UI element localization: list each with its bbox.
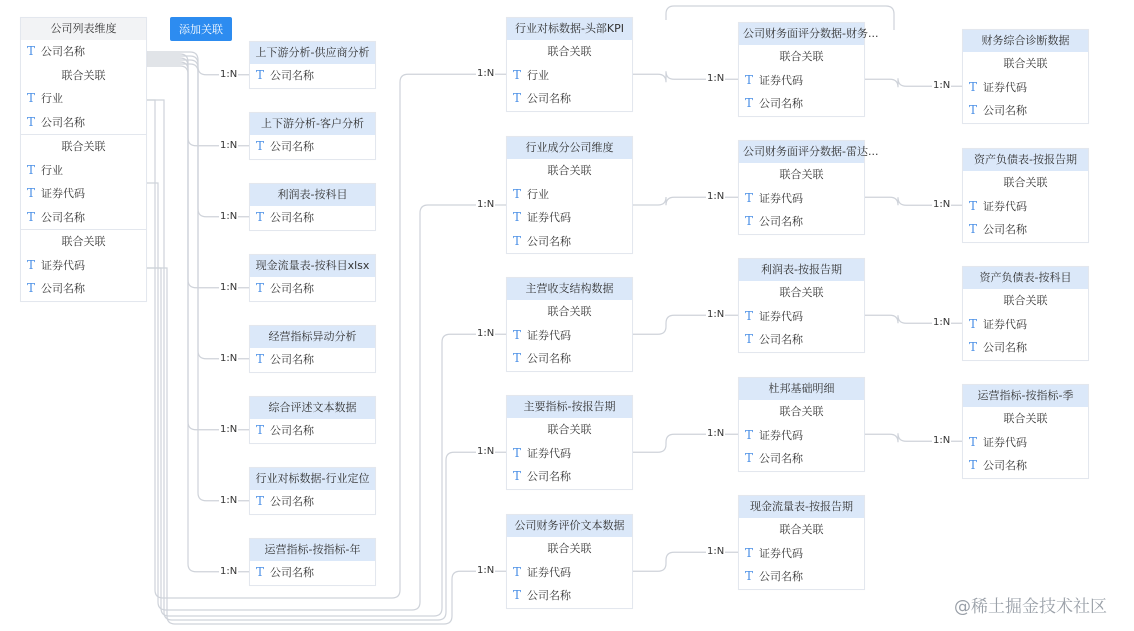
text-field-icon: T [745,190,754,205]
joint-relation-label: 联合关联 [1003,412,1048,425]
table-title: 利润表-按报告期 [739,259,864,281]
relation-cardinality-label: 1:N [477,68,495,80]
table-field[interactable] [739,69,864,93]
relation-line [145,58,249,288]
field-name: 证券代码 [759,191,804,205]
text-field-icon: T [745,427,754,442]
field-name: 行业 [527,187,550,201]
watermark: @稀土掘金技术社区 [954,597,1107,617]
root-field[interactable]: T 证券代码 [27,186,86,200]
root-field[interactable]: T 行业 [27,162,64,177]
text-field-icon: T [745,308,754,323]
relation-cardinality-label: 1:N [933,199,951,211]
field-name: 证券代码 [983,435,1028,449]
table-field[interactable] [739,92,864,116]
table-field[interactable] [250,277,375,301]
table-field[interactable] [963,76,1088,100]
related-table-card[interactable] [738,258,865,353]
related-table-card[interactable] [962,384,1089,479]
table-field[interactable] [963,454,1088,478]
root-field[interactable]: T 证券代码 [27,257,86,272]
text-field-icon: T [745,545,754,560]
field-name: 公司名称 [983,223,1028,236]
text-field-icon: T [513,564,522,579]
table-title: 现金流量表-按科目xlsx [250,255,375,277]
field-name: 公司名称 [527,352,572,365]
root-section-3 [21,229,146,301]
relation-cardinality-label: 1:N [477,565,495,577]
relation-cardinality-label: 1:N [220,423,238,435]
relation-cardinality-label: 1:N [707,73,725,85]
table-title: 运营指标-按指标-年 [250,539,375,561]
table-field[interactable] [739,328,864,352]
text-field-icon: T [256,352,265,366]
field-name: 公司名称 [527,589,572,602]
table-field[interactable] [963,313,1088,337]
table-title: 上下游分析-客户分析 [250,113,375,135]
table-title: 上下游分析-供应商分析 [250,42,375,64]
root-field[interactable]: T 公司名称 [27,209,86,224]
field-name: 公司名称 [759,215,804,228]
text-field-icon: T [969,198,978,213]
table-field[interactable] [739,305,864,329]
table-field[interactable] [739,447,864,471]
table-title: 行业成分公司维度 [507,137,632,159]
related-table-card[interactable] [249,396,376,444]
text-field-icon: T [513,445,522,460]
table-title: 杜邦基础明细 [739,378,864,400]
text-field-icon: T [256,423,265,437]
table-field[interactable] [739,210,864,234]
root-field[interactable]: T 公司名称 [27,44,86,58]
relation-cardinality-label: 1:N [933,80,951,92]
field-name: 公司名称 [759,570,804,583]
related-table-card[interactable] [506,277,633,372]
relation-cardinality-label: 1:N [220,565,238,577]
relation-cardinality-label: 1:N [933,435,951,447]
table-field[interactable] [250,64,375,88]
table-field[interactable] [507,324,632,348]
table-title: 现金流量表-按报告期 [739,496,864,518]
text-field-icon: T [256,565,265,579]
text-field-icon: T [513,469,522,483]
related-table-card[interactable] [738,377,865,472]
field-name: 公司名称 [270,211,315,224]
field-name: 公司名称 [983,459,1028,472]
relation-cardinality-label: 1:N [220,210,238,222]
text-field-icon: T [745,451,754,465]
root-section-0 [21,40,146,64]
joint-relation-label: 联合关联 [547,164,592,177]
table-title: 行业对标数据-头部KPI [507,18,632,40]
table-field[interactable] [507,206,632,230]
table-field[interactable] [507,87,632,111]
table-title: 资产负债表-按科目 [963,267,1088,289]
relation-cardinality-label: 1:N [477,328,495,340]
field-name: 公司名称 [983,104,1028,117]
text-field-icon: T [27,162,36,177]
joint-relation-label: 联合关联 [1003,57,1048,70]
table-title: 综合评述文本数据 [250,397,375,419]
text-field-icon: T [256,139,265,153]
related-table-card[interactable] [249,183,376,231]
table-field[interactable] [963,99,1088,123]
table-field[interactable] [963,336,1088,360]
relation-cardinality-label: 1:N [220,68,238,80]
joint-relation-label: 联合关联 [1003,176,1048,189]
table-title: 资产负债表-按报告期 [963,149,1088,171]
field-name: 公司名称 [270,353,315,366]
table-field[interactable] [739,542,864,566]
field-name: 公司名称 [270,566,315,579]
table-field[interactable] [250,348,375,372]
text-field-icon: T [513,588,522,602]
text-field-icon: T [27,281,36,295]
root-table-title: 公司列表维度 [21,18,146,40]
table-field[interactable] [739,565,864,589]
table-field[interactable] [739,424,864,448]
root-table-card[interactable] [20,17,147,302]
text-field-icon: T [969,79,978,94]
relation-cardinality-label: 1:N [220,281,238,293]
field-name: 证券代码 [527,565,572,579]
field-name: 公司名称 [759,452,804,465]
table-field[interactable] [963,431,1088,455]
table-title: 主营收支结构数据 [507,278,632,300]
field-name: 公司名称 [527,234,572,248]
table-title: 公司财务评价文本数据 [507,515,632,537]
text-field-icon: T [513,67,522,82]
text-field-icon: T [256,68,265,82]
text-field-icon: T [969,222,978,236]
field-name: 证券代码 [983,199,1028,213]
joint-relation-label: 联合关联 [547,305,592,318]
text-field-icon: T [745,332,754,346]
joint-relation-label: 联合关联 [547,542,592,555]
root-field[interactable]: T 行业 [27,91,64,105]
table-title: 主要指标-按报告期 [507,396,632,418]
root-section-1 [21,64,146,135]
add-relation-button[interactable]: 添加关联 [170,17,232,41]
related-table-card[interactable] [249,538,376,586]
related-table-card[interactable] [962,29,1089,124]
table-field[interactable] [250,561,375,585]
related-table-card[interactable] [962,266,1089,361]
relation-cardinality-label: 1:N [707,428,725,440]
text-field-icon: T [27,114,36,129]
table-field[interactable] [507,465,632,489]
joint-relation-label: 联合关联 [779,286,824,299]
related-table-card[interactable] [738,22,879,117]
text-field-icon: T [513,327,522,342]
table-field[interactable] [507,347,632,371]
table-title: 行业对标数据-行业定位 [250,468,375,490]
root-field[interactable]: T 公司名称 [27,114,86,129]
text-field-icon: T [513,210,522,224]
table-field[interactable] [739,187,864,211]
table-title: 公司财务面评分数据-财务... [739,23,864,45]
related-table-card[interactable] [249,325,376,373]
table-field[interactable] [250,419,375,443]
related-table-card[interactable] [249,467,376,515]
related-table-card[interactable] [249,41,376,89]
field-name: 公司名称 [270,140,315,153]
relation-cardinality-label: 1:N [220,494,238,506]
table-field[interactable] [507,230,632,254]
related-table-card[interactable] [249,112,376,160]
text-field-icon: T [513,91,522,105]
related-table-card[interactable] [962,148,1089,243]
relation-cardinality-label: 1:N [707,191,725,203]
joint-relation-label: 联合关联 [779,523,824,536]
field-name: 证券代码 [759,428,804,442]
table-title: 经营指标异动分析 [250,326,375,348]
joint-relation-label: 联合关联 [547,423,592,436]
related-table-card[interactable] [738,140,879,235]
text-field-icon: T [256,494,265,508]
relation-cardinality-label: 1:N [477,199,495,210]
text-field-icon: T [513,186,522,201]
text-field-icon: T [969,434,978,449]
related-table-card[interactable] [506,395,633,490]
text-field-icon: T [745,214,754,228]
table-field[interactable] [507,584,632,608]
field-name: 证券代码 [759,73,804,87]
text-field-icon: T [969,103,978,117]
related-table-card[interactable] [738,495,865,590]
joint-relation-label: 联合关联 [779,50,824,63]
relation-cardinality-label: 1:N [707,309,725,321]
field-name: 证券代码 [983,80,1028,94]
joint-relation-label: 联合关联 [61,235,106,248]
table-field[interactable] [963,218,1088,242]
table-title: 运营指标-按指标-季 [963,385,1088,407]
field-name: 证券代码 [983,317,1028,331]
text-field-icon: T [745,72,754,87]
field-name: 公司名称 [527,470,572,483]
field-name: 公司名称 [270,495,315,508]
text-field-icon: T [27,91,36,105]
relation-cardinality-label: 1:N [707,546,725,558]
field-name: 公司名称 [270,282,315,295]
field-name: 证券代码 [527,328,572,342]
root-field[interactable]: T 公司名称 [27,281,86,295]
field-name: 证券代码 [527,446,572,460]
joint-relation-label: 联合关联 [779,405,824,418]
table-title: 公司财务面评分数据-雷达... [739,141,864,163]
joint-relation-label: 联合关联 [547,45,592,58]
field-name: 证券代码 [759,309,804,323]
table-field[interactable] [963,195,1088,219]
related-table-card[interactable] [249,254,376,302]
text-field-icon: T [27,257,36,272]
relation-cardinality-label: 1:N [220,352,238,364]
field-name: 公司名称 [270,424,315,437]
field-name: 公司名称 [270,69,315,82]
table-title: 财务综合诊断数据 [963,30,1088,52]
text-field-icon: T [256,210,265,224]
relation-cardinality-label: 1:N [477,446,495,458]
table-field[interactable] [250,135,375,159]
field-name: 公司名称 [527,92,572,105]
field-name: 证券代码 [527,211,572,224]
related-table-card[interactable] [506,17,633,112]
text-field-icon: T [256,281,265,295]
root-section-2 [21,134,146,229]
table-field[interactable] [507,64,632,88]
table-field[interactable] [507,183,632,207]
field-name: 公司名称 [983,341,1028,354]
text-field-icon: T [27,44,36,58]
table-field[interactable] [507,442,632,466]
joint-relation-label: 联合关联 [61,140,106,153]
table-title: 利润表-按科目 [250,184,375,206]
text-field-icon: T [27,209,36,224]
table-field[interactable] [250,206,375,230]
field-name: 行业 [527,68,550,82]
joint-relation-label: 联合关联 [61,68,106,82]
table-field[interactable] [250,490,375,514]
text-field-icon: T [513,351,522,365]
joint-relation-label: 联合关联 [1003,294,1048,307]
field-name: 公司名称 [759,97,804,110]
field-name: 证券代码 [759,546,804,560]
related-table-card[interactable] [506,136,633,254]
field-name: 公司名称 [759,333,804,346]
relation-cardinality-label: 1:N [933,317,951,329]
text-field-icon: T [745,569,754,583]
text-field-icon: T [27,186,36,200]
text-field-icon: T [745,96,754,110]
text-field-icon: T [513,233,522,248]
text-field-icon: T [969,458,978,472]
relation-cardinality-label: 1:N [220,139,238,151]
text-field-icon: T [969,340,978,354]
joint-relation-label: 联合关联 [779,168,824,181]
text-field-icon: T [969,316,978,331]
table-field[interactable] [507,561,632,585]
related-table-card[interactable] [506,514,633,609]
